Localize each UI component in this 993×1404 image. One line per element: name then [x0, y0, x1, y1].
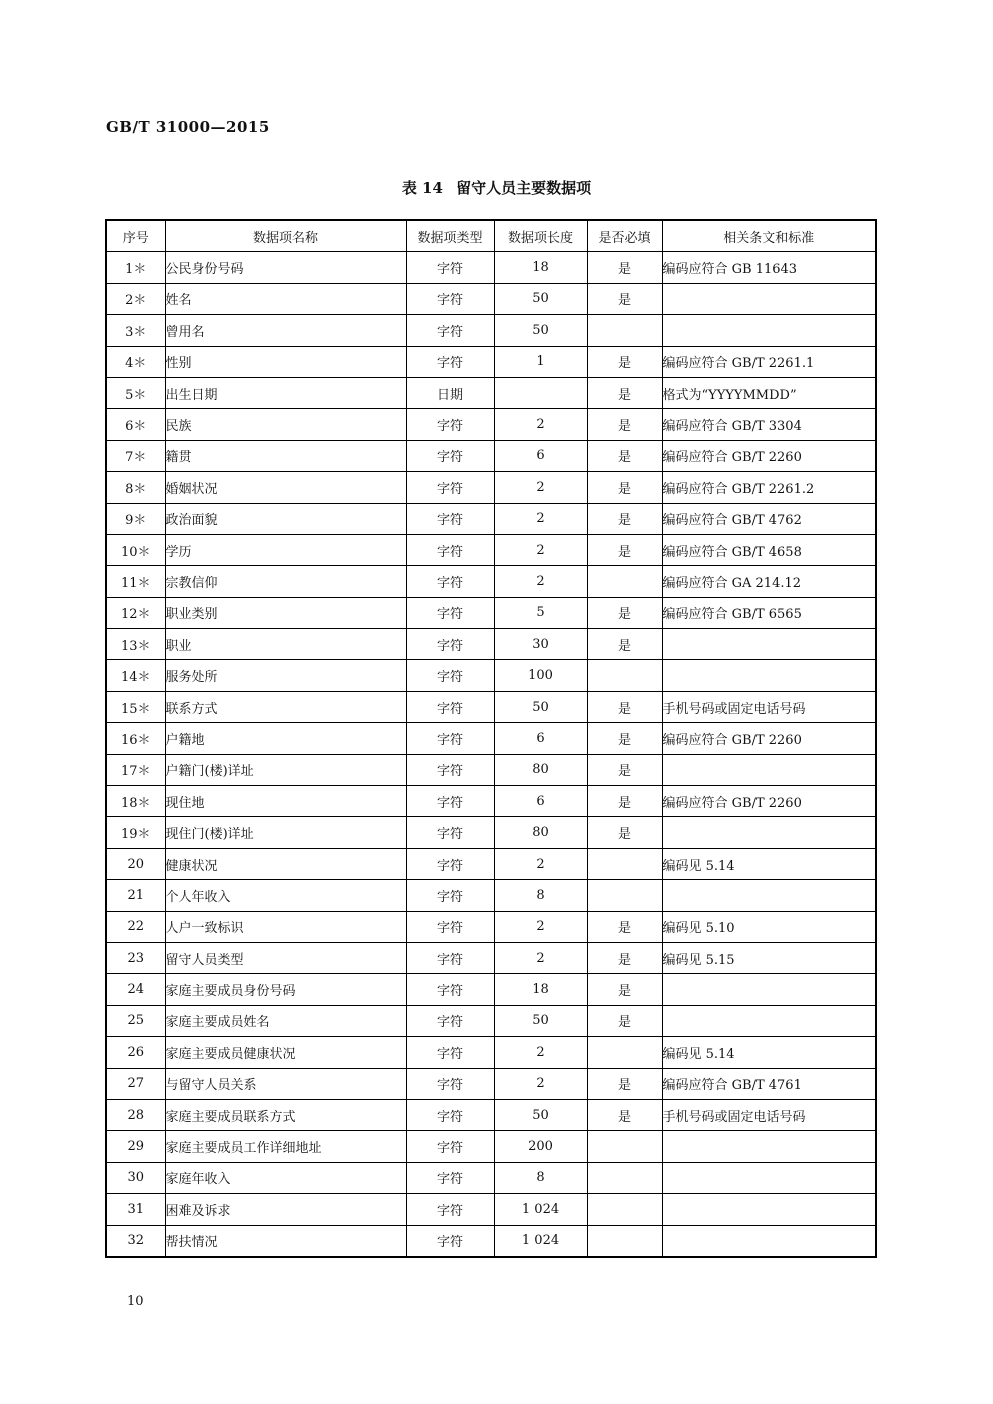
related-standard: 编码应符合 GB/T 2261.1: [662, 346, 876, 377]
row-number: 4＊: [106, 346, 165, 377]
table-row: [106, 566, 876, 597]
related-standard: [662, 283, 876, 314]
item-type: 字符: [406, 1037, 494, 1068]
table-caption: 留守人员主要数据项: [456, 179, 592, 197]
row-number: 10＊: [106, 534, 165, 565]
item-length: 2: [494, 911, 587, 942]
item-length: 50: [494, 283, 587, 314]
required-flag: 是: [587, 534, 662, 565]
item-type: 字符: [406, 1068, 494, 1099]
related-standard: 编码应符合 GB/T 2260: [662, 440, 876, 471]
column-header-item-length: 数据项长度: [494, 220, 587, 252]
item-name: 出生日期: [165, 377, 406, 408]
table-row: [106, 817, 876, 848]
related-standard: [662, 315, 876, 346]
item-length: 18: [494, 252, 587, 283]
item-length: 5: [494, 597, 587, 628]
row-number: 32: [106, 1225, 165, 1257]
related-standard: 编码见 5.15: [662, 942, 876, 973]
required-flag: 是: [587, 597, 662, 628]
row-number: 2＊: [106, 283, 165, 314]
item-length: 2: [494, 848, 587, 879]
row-number: 30: [106, 1162, 165, 1193]
table-row: [106, 786, 876, 817]
row-number: 19＊: [106, 817, 165, 848]
item-type: 字符: [406, 1162, 494, 1193]
item-name: 民族: [165, 409, 406, 440]
item-length: 50: [494, 1099, 587, 1130]
row-number: 31: [106, 1194, 165, 1225]
page-number: 10: [127, 1294, 144, 1309]
item-type: 字符: [406, 503, 494, 534]
table-row: [106, 691, 876, 722]
item-type: 字符: [406, 754, 494, 785]
item-type: 字符: [406, 440, 494, 471]
related-standard: 编码应符合 GB 11643: [662, 252, 876, 283]
item-name: 家庭主要成员工作详细地址: [165, 1131, 406, 1162]
table-body: [106, 252, 876, 1257]
required-flag: [587, 848, 662, 879]
column-header-item-name: 数据项名称: [165, 220, 406, 252]
item-type: 字符: [406, 597, 494, 628]
row-number: 16＊: [106, 723, 165, 754]
related-standard: [662, 817, 876, 848]
required-flag: [587, 660, 662, 691]
item-length: 2: [494, 566, 587, 597]
item-length: 2: [494, 1037, 587, 1068]
item-name: 籍贯: [165, 440, 406, 471]
required-flag: 是: [587, 786, 662, 817]
related-standard: 编码应符合 GB/T 3304: [662, 409, 876, 440]
row-number: 22: [106, 911, 165, 942]
item-name: 个人年收入: [165, 880, 406, 911]
row-number: 21: [106, 880, 165, 911]
item-type: 字符: [406, 566, 494, 597]
required-flag: 是: [587, 691, 662, 722]
item-name: 服务处所: [165, 660, 406, 691]
row-number: 5＊: [106, 377, 165, 408]
table-row: [106, 283, 876, 314]
table-row: [106, 660, 876, 691]
related-standard: [662, 754, 876, 785]
item-name: 性别: [165, 346, 406, 377]
table-row: [106, 1005, 876, 1036]
table-row: [106, 377, 876, 408]
required-flag: [587, 1194, 662, 1225]
required-flag: [587, 1131, 662, 1162]
table-row: [106, 440, 876, 471]
required-flag: 是: [587, 377, 662, 408]
item-name: 宗教信仰: [165, 566, 406, 597]
required-flag: 是: [587, 911, 662, 942]
related-standard: 编码应符合 GB/T 4761: [662, 1068, 876, 1099]
item-type: 字符: [406, 911, 494, 942]
row-number: 20: [106, 848, 165, 879]
column-header-required: 是否必填: [587, 220, 662, 252]
row-number: 27: [106, 1068, 165, 1099]
table-row: [106, 1131, 876, 1162]
item-name: 健康状况: [165, 848, 406, 879]
item-length: 6: [494, 786, 587, 817]
item-length: 50: [494, 691, 587, 722]
required-flag: [587, 1162, 662, 1193]
item-length: 6: [494, 440, 587, 471]
item-type: 字符: [406, 817, 494, 848]
related-standard: 编码见 5.10: [662, 911, 876, 942]
item-name: 学历: [165, 534, 406, 565]
table-row: [106, 1099, 876, 1130]
row-number: 29: [106, 1131, 165, 1162]
item-name: 人户一致标识: [165, 911, 406, 942]
related-standard: [662, 1131, 876, 1162]
table-row: [106, 503, 876, 534]
item-name: 家庭主要成员身份号码: [165, 974, 406, 1005]
item-length: 18: [494, 974, 587, 1005]
table-row: [106, 1162, 876, 1193]
item-length: 2: [494, 942, 587, 973]
required-flag: 是: [587, 1005, 662, 1036]
required-flag: [587, 1037, 662, 1068]
row-number: 25: [106, 1005, 165, 1036]
item-type: 字符: [406, 472, 494, 503]
related-standard: 编码应符合 GB/T 2260: [662, 723, 876, 754]
column-header-related-standard: 相关条文和标准: [662, 220, 876, 252]
table-row: [106, 597, 876, 628]
related-standard: 编码应符合 GA 214.12: [662, 566, 876, 597]
item-name: 留守人员类型: [165, 942, 406, 973]
required-flag: 是: [587, 629, 662, 660]
related-standard: [662, 974, 876, 1005]
item-type: 字符: [406, 723, 494, 754]
table-row: [106, 911, 876, 942]
item-name: 婚姻状况: [165, 472, 406, 503]
item-length: 80: [494, 817, 587, 848]
row-number: 28: [106, 1099, 165, 1130]
row-number: 14＊: [106, 660, 165, 691]
item-length: 1: [494, 346, 587, 377]
item-length: 30: [494, 629, 587, 660]
row-number: 24: [106, 974, 165, 1005]
item-type: 字符: [406, 252, 494, 283]
item-length: 80: [494, 754, 587, 785]
required-flag: 是: [587, 440, 662, 471]
item-length: 200: [494, 1131, 587, 1162]
row-number: 7＊: [106, 440, 165, 471]
table-row: [106, 1037, 876, 1068]
row-number: 15＊: [106, 691, 165, 722]
item-name: 现住地: [165, 786, 406, 817]
row-number: 8＊: [106, 472, 165, 503]
item-name: 曾用名: [165, 315, 406, 346]
item-length: 8: [494, 880, 587, 911]
related-standard: [662, 1225, 876, 1257]
related-standard: 编码应符合 GB/T 2260: [662, 786, 876, 817]
item-type: 字符: [406, 880, 494, 911]
item-type: 字符: [406, 1005, 494, 1036]
required-flag: 是: [587, 723, 662, 754]
item-name: 与留守人员关系: [165, 1068, 406, 1099]
row-number: 11＊: [106, 566, 165, 597]
related-standard: [662, 660, 876, 691]
item-type: 字符: [406, 786, 494, 817]
item-type: 字符: [406, 629, 494, 660]
row-number: 6＊: [106, 409, 165, 440]
item-length: 2: [494, 1068, 587, 1099]
row-number: 23: [106, 942, 165, 973]
row-number: 13＊: [106, 629, 165, 660]
table-title: [0, 177, 993, 198]
item-length: 50: [494, 315, 587, 346]
table-row: [106, 346, 876, 377]
required-flag: [587, 1225, 662, 1257]
item-length: 2: [494, 534, 587, 565]
item-type: 字符: [406, 1225, 494, 1257]
related-standard: [662, 1162, 876, 1193]
item-length: 2: [494, 472, 587, 503]
row-number: 18＊: [106, 786, 165, 817]
item-name: 职业: [165, 629, 406, 660]
table-row: [106, 723, 876, 754]
item-length: 8: [494, 1162, 587, 1193]
item-length: 2: [494, 409, 587, 440]
row-number: 12＊: [106, 597, 165, 628]
related-standard: 手机号码或固定电话号码: [662, 691, 876, 722]
standard-code: GB/T 31000—2015: [106, 118, 270, 136]
related-standard: 手机号码或固定电话号码: [662, 1099, 876, 1130]
item-type: 字符: [406, 283, 494, 314]
required-flag: 是: [587, 1099, 662, 1130]
item-name: 家庭主要成员健康状况: [165, 1037, 406, 1068]
item-name: 政治面貌: [165, 503, 406, 534]
item-name: 家庭主要成员联系方式: [165, 1099, 406, 1130]
table-row: [106, 1194, 876, 1225]
row-number: 1＊: [106, 252, 165, 283]
item-type: 字符: [406, 1194, 494, 1225]
required-flag: 是: [587, 409, 662, 440]
row-number: 9＊: [106, 503, 165, 534]
table-row: [106, 880, 876, 911]
item-name: 困难及诉求: [165, 1194, 406, 1225]
related-standard: 编码见 5.14: [662, 1037, 876, 1068]
required-flag: [587, 315, 662, 346]
item-name: 户籍门(楼)详址: [165, 754, 406, 785]
table-row: [106, 974, 876, 1005]
column-header-no: 序号: [106, 220, 165, 252]
required-flag: 是: [587, 283, 662, 314]
item-name: 公民身份号码: [165, 252, 406, 283]
table-header-row: [106, 220, 876, 252]
related-standard: 编码应符合 GB/T 2261.2: [662, 472, 876, 503]
item-type: 字符: [406, 974, 494, 1005]
item-type: 字符: [406, 534, 494, 565]
item-type: 字符: [406, 315, 494, 346]
row-number: 17＊: [106, 754, 165, 785]
item-length: 2: [494, 503, 587, 534]
required-flag: 是: [587, 974, 662, 1005]
item-length: 6: [494, 723, 587, 754]
item-name: 姓名: [165, 283, 406, 314]
required-flag: 是: [587, 1068, 662, 1099]
table-row: [106, 848, 876, 879]
item-type: 字符: [406, 346, 494, 377]
table-row: [106, 754, 876, 785]
item-type: 字符: [406, 1099, 494, 1130]
item-length: 1 024: [494, 1225, 587, 1257]
item-type: 字符: [406, 848, 494, 879]
related-standard: 编码应符合 GB/T 6565: [662, 597, 876, 628]
item-length: 100: [494, 660, 587, 691]
item-name: 家庭年收入: [165, 1162, 406, 1193]
table-number: 表 14: [401, 179, 443, 197]
item-name: 联系方式: [165, 691, 406, 722]
required-flag: [587, 566, 662, 597]
item-length: [494, 377, 587, 408]
item-name: 户籍地: [165, 723, 406, 754]
data-items-table: [105, 219, 877, 1258]
table-row: [106, 534, 876, 565]
item-name: 帮扶情况: [165, 1225, 406, 1257]
item-type: 字符: [406, 409, 494, 440]
required-flag: 是: [587, 472, 662, 503]
table-row: [106, 1068, 876, 1099]
required-flag: 是: [587, 942, 662, 973]
related-standard: 编码应符合 GB/T 4658: [662, 534, 876, 565]
row-number: 26: [106, 1037, 165, 1068]
table-row: [106, 409, 876, 440]
table-row: [106, 252, 876, 283]
item-length: 1 024: [494, 1194, 587, 1225]
required-flag: 是: [587, 346, 662, 377]
column-header-item-type: 数据项类型: [406, 220, 494, 252]
related-standard: [662, 880, 876, 911]
required-flag: 是: [587, 817, 662, 848]
required-flag: [587, 880, 662, 911]
table-row: [106, 1225, 876, 1257]
row-number: 3＊: [106, 315, 165, 346]
table-row: [106, 315, 876, 346]
related-standard: [662, 1194, 876, 1225]
table-row: [106, 942, 876, 973]
item-type: 字符: [406, 1131, 494, 1162]
item-name: 职业类别: [165, 597, 406, 628]
item-type: 字符: [406, 942, 494, 973]
required-flag: 是: [587, 252, 662, 283]
item-name: 现住门(楼)详址: [165, 817, 406, 848]
item-type: 日期: [406, 377, 494, 408]
required-flag: 是: [587, 754, 662, 785]
item-type: 字符: [406, 660, 494, 691]
item-type: 字符: [406, 691, 494, 722]
item-length: 50: [494, 1005, 587, 1036]
item-name: 家庭主要成员姓名: [165, 1005, 406, 1036]
related-standard: 编码见 5.14: [662, 848, 876, 879]
related-standard: [662, 1005, 876, 1036]
table-row: [106, 629, 876, 660]
related-standard: 格式为“YYYYMMDD”: [662, 377, 876, 408]
related-standard: 编码应符合 GB/T 4762: [662, 503, 876, 534]
related-standard: [662, 629, 876, 660]
required-flag: 是: [587, 503, 662, 534]
table-row: [106, 472, 876, 503]
